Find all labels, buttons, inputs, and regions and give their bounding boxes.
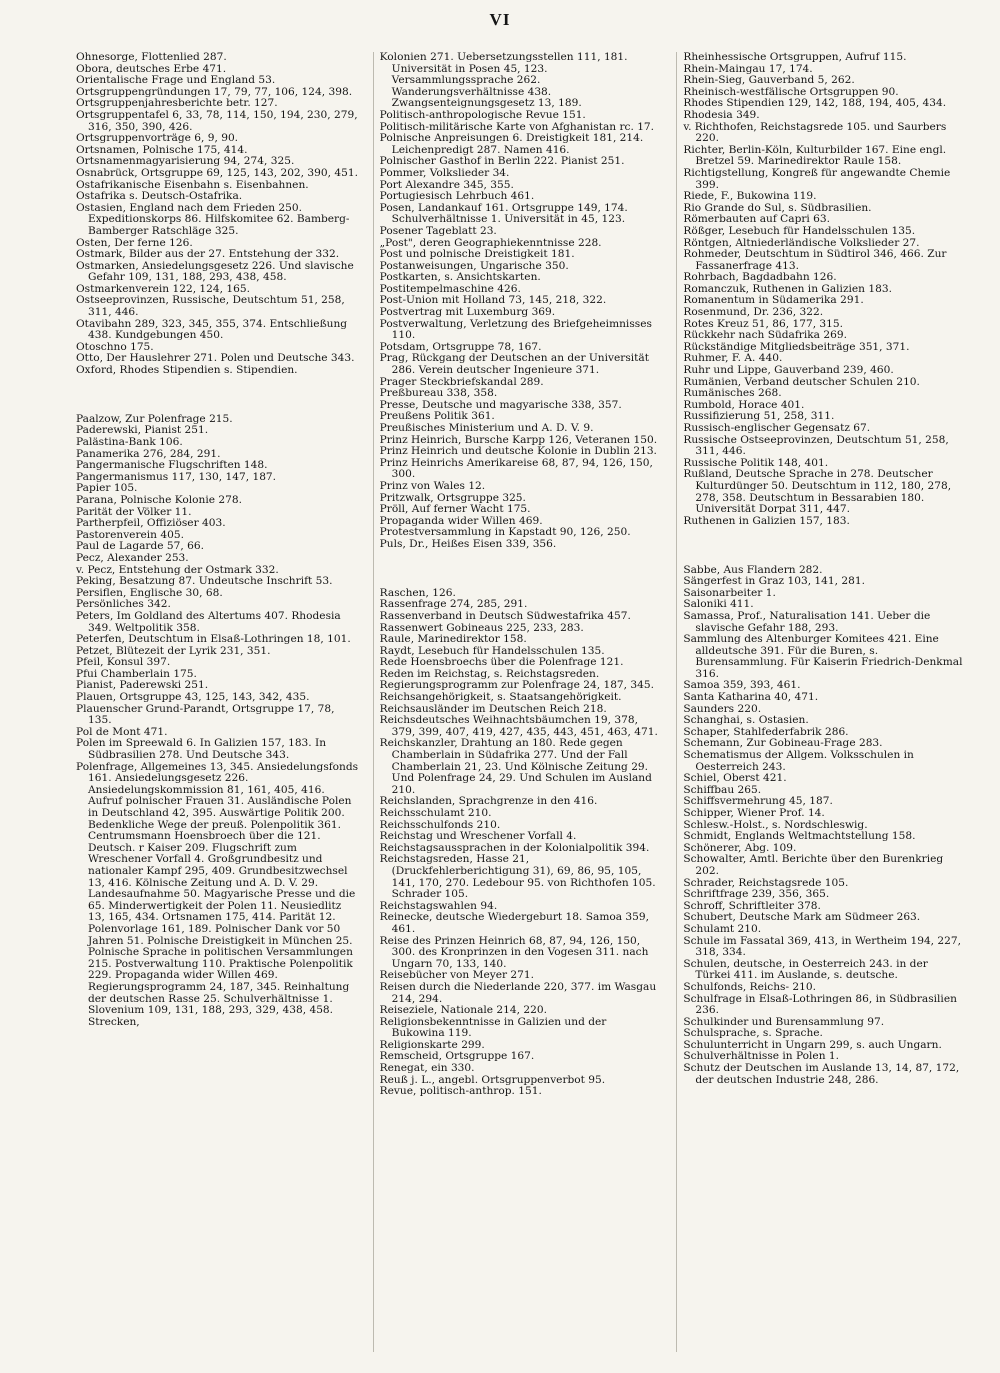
index-entry: Rückständige Mitgliedsbeiträge 351, 371. (683, 340, 910, 353)
index-entry: Schaper, Stahlfederfabrik 286. (683, 725, 849, 738)
index-entry: Schanghai, s. Ostasien. (683, 714, 809, 727)
index-entry: Polnische Anpreisungen 6. Dreistigkeit 181, 214. Leichenpredigt 287. Namen 416. (379, 132, 644, 156)
index-entry: Schiffsvermehrung 45, 187. (683, 795, 833, 808)
index-entry: Schiffbau 265. (683, 783, 762, 796)
index-entry: Pol de Mont 471. (76, 725, 168, 738)
index-entry: Rhodes Stipendien 129, 142, 188, 194, 405, 434. (683, 97, 947, 110)
index-entry: Richtigstellung, Kongreß für angewandte Chemie 399. (683, 166, 951, 191)
index-entry: Reiseziele, Nationale 214, 220. (379, 1004, 547, 1017)
index-entry: Schriftfrage 239, 356, 365. (683, 888, 830, 901)
index-entry: Postitempelmaschine 426. (379, 282, 521, 295)
index-entry: Ortsgruppenjahresberichte betr. 127. (76, 97, 278, 110)
index-entry: Reichslanden, Sprachgrenze in den 416. (379, 795, 598, 808)
index-entry: Pommer, Volkslieder 34. (379, 166, 510, 179)
index-entry: Romanczuk, Ruthenen in Galizien 183. (683, 282, 892, 295)
index-entry: Portugiesisch Lehrbuch 461. (379, 190, 535, 203)
index-entry: Regierungsprogramm zur Polenfrage 24, 187, 345. (379, 679, 654, 692)
index-entry: Schrader, Reichstagsrede 105. (683, 876, 849, 889)
index-entry: Reichskanzler, Drahtung an 180. Rede gegen Chamberlain in Südafrika 277. Und der Fall Chamberlain 21, 23. Und Kölnische Zeitung 29. Und Polenfrage 24, 29. Und Schulen im Ausland 210. (379, 737, 652, 796)
index-entry: Posen, Landankauf 161. Ortsgruppe 149, 174. Schulverhältnisse 1. Universität in 45, 123. (379, 201, 628, 226)
index-entry: Rhein-Sieg, Gauverband 5, 262. (683, 74, 855, 87)
index-entry: Plauenscher Grund-Parandt, Ortsgruppe 17, 78, 135. (76, 702, 335, 727)
index-entry: Reichsschulfonds 210. (379, 818, 501, 831)
index-entry: Papier 105. (76, 482, 138, 495)
index-entry: Paul de Lagarde 57, 66. (76, 540, 204, 553)
index-entry: Palästina-Bank 106. (76, 436, 183, 448)
index-entry: Oxford, Rhodes Stipendien s. Stipendien. (76, 364, 298, 377)
index-entry: Saloniki 411. (683, 598, 754, 611)
index-columns (76, 52, 966, 1352)
index-entry: Peterfen, Deutschtum in Elsaß-Lothringen 18, 101. (76, 633, 351, 646)
index-column-1 (76, 52, 359, 1352)
index-entry: Schematismus der Allgem. Volksschulen in Oesterreich 243. (683, 749, 914, 773)
index-entry: Posener Tageblatt 23. (379, 224, 497, 237)
index-entry: Osten, Der ferne 126. (76, 236, 193, 249)
index-entry: Persönliches 342. (76, 598, 171, 611)
index-entry: Saisonarbeiter 1. (683, 586, 776, 599)
index-entry: Röntgen, Altniederländische Volkslieder 27. (683, 236, 920, 249)
index-entry: Presse, Deutsche und magyarische 338, 357. (379, 398, 622, 411)
index-entry: Samassa, Prof., Naturalisation 141. Ueber die slavische Gefahr 188, 293. (683, 609, 931, 634)
index-entry: Rheinisch-westfälische Ortsgruppen 90. (683, 85, 899, 98)
index-entry: Paderewski, Pianist 251. (76, 424, 209, 437)
index-entry: Protestversammlung in Kapstadt 90, 126, 250. (379, 526, 631, 539)
index-entry: Preßbureau 338, 358. (379, 387, 498, 400)
index-entry: Rhodesia 349. (683, 108, 760, 121)
index-entry: Ostmark, Bilder aus der 27. Entstehung der 332. (76, 248, 340, 261)
index-entry: Romanentum in Südamerika 291. (683, 294, 864, 307)
index-entry: Reichsangehörigkeit, s. Staatsangehörigkeit. (379, 691, 622, 704)
index-entry: Postvertrag mit Luxemburg 369. (379, 306, 556, 319)
index-entry: Pritzwalk, Ortsgruppe 325. (379, 491, 526, 504)
index-entry: Religionskarte 299. (379, 1038, 485, 1051)
index-entry: Schlesw.-Holst., s. Nordschleswig. (683, 818, 868, 831)
index-entry: Paalzow, Zur Polenfrage 215. (76, 412, 233, 425)
index-entry: Pfeil, Konsul 397. (76, 656, 171, 669)
index-entry: Prinz Heinrichs Amerikareise 68, 87, 94, 126, 150, 300. (379, 456, 653, 481)
index-entry: Ortsgruppenvorträge 6, 9, 90. (76, 132, 239, 145)
index-entry: Pangermanische Flugschriften 148. (76, 459, 268, 472)
index-entry: Postkarten, s. Ansichtskarten. (379, 271, 541, 284)
index-entry: Reichstagsaussprachen in der Kolonialpolitik 394. (379, 841, 650, 854)
index-entry: Reichsausländer im Deutschen Reich 218. (379, 702, 607, 715)
index-entry: Reden im Reichstag, s. Reichstagsreden. (379, 667, 600, 680)
index-entry: Ostseeprovinzen, Russische, Deutschtum 51, 258, 311, 446. (76, 294, 345, 319)
index-entry: Potsdam, Ortsgruppe 78, 167. (379, 340, 542, 353)
index-entry: Rio Grande do Sul, s. Südbrasilien. (683, 201, 872, 214)
index-entry: Religionsbekenntnisse in Galizien und der Bukowina 119. (379, 1015, 607, 1040)
index-entry: Reichstag und Wreschener Vorfall 4. (379, 830, 577, 843)
index-entry: Russische Ostseeprovinzen, Deutschtum 51, 258, 311, 446. (683, 433, 949, 458)
index-entry: Schönerer, Abg. 109. (683, 841, 797, 854)
index-entry: Postverwaltung, Verletzung des Briefgeheimnisses 110. (379, 317, 652, 342)
index-entry: Petzet, Blütezeit der Lyrik 231, 351. (76, 644, 271, 657)
index-entry: „Post", deren Geographiekenntnisse 228. (379, 236, 602, 249)
index-entry: Raschen, 126. (379, 586, 456, 599)
index-entry: Sabbe, Aus Flandern 282. (683, 563, 823, 576)
page-number: VI (489, 10, 511, 29)
index-entry: Rohmeder, Deutschtum in Südtirol 346, 466. Zur Fassanerfrage 413. (683, 248, 947, 272)
index-entry: Politisch-anthropologische Revue 151. (379, 108, 586, 121)
index-entry: Römerbauten auf Capri 63. (683, 213, 831, 226)
index-entry: Pianist, Paderewski 251. (76, 679, 209, 692)
index-entry: Schemann, Zur Gobineau-Frage 283. (683, 737, 883, 750)
index-entry: Rößger, Lesebuch für Handelsschulen 135. (683, 224, 916, 237)
index-entry: Politisch-militärische Karte von Afghanistan rc. 17. (379, 120, 655, 133)
index-entry: Post und polnische Dreistigkeit 181. (379, 248, 575, 261)
index-entry: Rheinhessische Ortsgruppen, Aufruf 115. (683, 51, 907, 63)
index-entry: Otavibahn 289, 323, 345, 355, 374. Entschließung 438. Kundgebungen 450. (76, 317, 348, 342)
index-entry: Ohnesorge, Flottenlied 287. (76, 51, 227, 63)
index-entry: Orientalische Frage und England 53. (76, 74, 276, 87)
index-entry: v. Richthofen, Reichstagsrede 105. und Saurbers 220. (683, 120, 947, 145)
index-entry: v. Pecz, Entstehung der Ostmark 332. (76, 563, 279, 576)
index-entry: Reise des Prinzen Heinrich 68, 87, 94, 126, 150, 300. des Kronprinzen in den Vogesen 311. nach Ungarn 70, 133, 140. (379, 934, 649, 970)
index-entry: Ostasien, England nach dem Frieden 250. Expeditionskorps 86. Hilfskomitee 62. Bamberg-Bamberger Ratschläge 325. (76, 201, 350, 237)
index-entry: Sängerfest in Graz 103, 141, 281. (683, 575, 865, 588)
index-entry: Prinz Heinrich, Bursche Karpp 126, Veteranen 150. (379, 433, 658, 446)
index-entry: Russisch-englischer Gegensatz 67. (683, 422, 871, 434)
index-entry: Rußland, Deutsche Sprache in 278. Deutscher Kulturdünger 50. Deutschtum in 112, 180, 278, 278, 358. Deutschtum in Bessarabien 180. Universität Dorpat 311, 447. (683, 468, 952, 516)
index-entry: Reisebücher von Meyer 271. (379, 969, 535, 982)
index-entry: Rumänien, Verband deutscher Schulen 210. (683, 375, 920, 388)
index-entry: Reinecke, deutsche Wiedergeburt 18. Samoa 359, 461. (379, 911, 650, 935)
index-entry: Rotes Kreuz 51, 86, 177, 315. (683, 317, 844, 330)
index-entry: Ostafrika s. Deutsch-Ostafrika. (76, 190, 243, 203)
index-entry: Rosenmund, Dr. 236, 322. (683, 306, 824, 319)
index-entry: Postanweisungen, Ungarische 350. (379, 259, 569, 272)
index-entry: Rumänisches 268. (683, 387, 782, 400)
index-entry: Polen im Spreewald 6. In Galizien 157, 183. In Südbrasilien 278. Und Deutsche 343. (76, 737, 327, 762)
index-entry: Pröll, Auf ferner Wacht 175. (379, 503, 531, 516)
index-entry: Partherpfeil, Offiziöser 403. (76, 517, 226, 530)
index-entry: Peking, Besatzung 87. Undeutsche Inschrift 53. (76, 575, 333, 588)
index-entry: Kolonien 271. Uebersetzungsstellen 111, 181. Universität in Posen 45, 123. Versammlungssprache 262. Wanderungsverhältnisse 438. Zwangsenteignungsgesetz 13, 189. (379, 51, 628, 110)
index-column-3 (676, 52, 966, 1352)
index-entry: Schiel, Oberst 421. (683, 772, 787, 785)
index-entry: Schulverhältnisse in Polen 1. (683, 1050, 840, 1063)
index-entry: Ortsgruppentafel 6, 33, 78, 114, 150, 194, 230, 279, 316, 350, 390, 426. (76, 108, 358, 133)
index-entry: Rassenverband in Deutsch Südwestafrika 457. (379, 609, 631, 622)
index-entry: Rohrbach, Bagdadbahn 126. (683, 271, 837, 284)
index-entry: Rassenwert Gobineaus 225, 233, 283. (379, 621, 584, 634)
index-entry: Prag, Rückgang der Deutschen an der Universität 286. Verein deutscher Ingenieure 371. (379, 352, 649, 377)
index-entry: Renegat, ein 330. (379, 1062, 475, 1075)
index-entry: Pfui Chamberlain 175. (76, 667, 197, 680)
index-entry: Propaganda wider Willen 469. (379, 514, 543, 527)
index-entry: Santa Katharina 40, 471. (683, 691, 819, 704)
index-entry: Plauen, Ortsgruppe 43, 125, 143, 342, 435. (76, 691, 310, 704)
index-entry: Parana, Polnische Kolonie 278. (76, 493, 242, 506)
section-gap (76, 387, 359, 403)
index-entry: Port Alexandre 345, 355. (379, 178, 514, 191)
index-entry: Persiflen, Englische 30, 68. (76, 586, 223, 599)
index-entry: Ostafrikanische Eisenbahn s. Eisenbahnen. (76, 178, 309, 191)
index-entry: Pastorenverein 405. (76, 528, 184, 541)
index-entry: Revue, politisch-anthrop. 151. (379, 1085, 542, 1098)
index-entry: Ortsnamenmagyarisierung 94, 274, 325. (76, 155, 295, 168)
index-entry: Post-Union mit Holland 73, 145, 218, 322. (379, 294, 607, 307)
index-entry: Prinz Heinrich und deutsche Kolonie in Dublin 213. (379, 445, 657, 458)
index-entry: Peters, Im Goldland des Altertums 407. Rhodesia 349. Weltpolitik 358. (76, 609, 341, 634)
index-entry: Sammlung des Altenburger Komitees 421. Eine alldeutsche 391. Für die Buren, s. Burensammlung. Für Kaiserin Friedrich-Denkmal 316. (683, 633, 963, 680)
index-entry: Reuß j. L., angebl. Ortsgruppenverbot 95. (379, 1073, 606, 1086)
index-entry: Reisen durch die Niederlande 220, 377. im Wasgau 214, 294. (379, 980, 657, 1005)
index-entry: Rhein-Maingau 17, 174. (683, 62, 813, 75)
index-entry: Russifizierung 51, 258, 311. (683, 410, 835, 423)
index-entry: Prager Steckbriefskandal 289. (379, 375, 544, 388)
index-entry: Schulfrage in Elsaß-Lothringen 86, in Südbrasilien 236. (683, 992, 957, 1017)
section-gap (683, 538, 966, 554)
index-entry: Polenfrage, Allgemeines 13, 345. Ansiedelungsfonds 161. Ansiedelungsgesetz 226. Ansiedelungskommission 81, 161, 405, 416. Aufruf polnischer Frauen 31. Ausländische Polen in Deutschland 42, 395. Auswärtige Politik 200. Bedenkliche Wege der preuß. Polenpolitik 361. Centrumsmann Hoensbroech über die 121. Deutsch. r Kaiser 209. Flugschrift zum Wreschener Vorfall 4. Großgrundbesitz und nationaler Kampf 295, 409. Grundbesitzwechsel 13, 416. Kölnische Zeitung und A. D. V. 29. Landesaufnahme 50. Magyarische Presse und die 65. Minderwertigkeit der Polen 11. Neusiedlitz 13, 165, 434. Ortsnamen 175, 414. Parität 12. Polenvorlage 161, 189. Polnischer Dank vor 50 Jahren 51. Polnische Dreistigkeit in München 25. Polnische Sprache in politischen Versammlungen 215. Postverwaltung 110. Praktische Polenpolitik 229. Propaganda wider Willen 469. Regierungsprogramm 24, 187, 345. Reinhaltung der deutschen Rasse 25. Schulverhältnisse 1. Slovenium 109, 131, 188, 293, 329, 438, 458. Strecken, (76, 760, 359, 1028)
index-entry: Russische Politik 148, 401. (683, 456, 829, 469)
index-entry: Parität der Völker 11. (76, 505, 192, 518)
index-entry: Ostmarken, Ansiedelungsgesetz 226. Und slavische Gefahr 109, 131, 188, 293, 438, 458. (76, 259, 354, 284)
index-entry: Polnischer Gasthof in Berlin 222. Pianist 251. (379, 155, 625, 168)
index-entry: Otoschno 175. (76, 340, 154, 353)
index-entry: Schulunterricht in Ungarn 299, s. auch Ungarn. (683, 1038, 942, 1051)
index-entry: Panamerika 276, 284, 291. (76, 447, 221, 460)
index-entry: Richter, Berlin-Köln, Kulturbilder 167. Eine engl. Bretzel 59. Marinedirektor Raule 158. (683, 143, 947, 168)
index-entry: Schmidt, Englands Weltmachtstellung 158. (683, 830, 916, 843)
index-entry: Rückkehr nach Südafrika 269. (683, 329, 847, 342)
index-entry: Reichsdeutsches Weihnachtsbäumchen 19, 378, 379, 399, 407, 419, 427, 435, 443, 451, 463, 471. (379, 714, 658, 738)
index-entry: Schulsprache, s. Sprache. (683, 1027, 823, 1040)
index-entry: Rumbold, Horace 401. (683, 398, 805, 411)
index-entry: Rede Hoensbroechs über die Polenfrage 121. (379, 656, 624, 669)
index-entry: Schutz der Deutschen im Auslande 13, 14, 87, 172, der deutschen Industrie 248, 286. (683, 1062, 960, 1086)
index-entry: Raydt, Lesebuch für Handelsschulen 135. (379, 644, 605, 657)
index-entry: Pangermanismus 117, 130, 147, 187. (76, 470, 277, 483)
index-entry: Otto, Der Hauslehrer 271. Polen und Deutsche 343. (76, 352, 355, 365)
index-entry: Ruthenen in Galizien 157, 183. (683, 514, 850, 527)
index-entry: Puls, Dr., Heißes Eisen 339, 356. (379, 537, 557, 550)
index-entry: Ruhr und Lippe, Gauverband 239, 460. (683, 364, 894, 377)
index-entry: Reichsschulamt 210. (379, 807, 492, 819)
index-entry: Rassenfrage 274, 285, 291. (379, 598, 528, 611)
index-entry: Schipper, Wiener Prof. 14. (683, 807, 825, 819)
index-entry: Schowalter, Amtl. Berichte über den Burenkrieg 202. (683, 853, 944, 877)
index-entry: Preußisches Ministerium und A. D. V. 9. (379, 422, 594, 434)
index-column-2 (373, 52, 663, 1352)
index-entry: Schubert, Deutsche Mark am Südmeer 263. (683, 911, 921, 924)
index-entry: Prinz von Wales 12. (379, 479, 486, 492)
index-entry: Reichstagswahlen 94. (379, 899, 498, 912)
index-entry: Osnabrück, Ortsgruppe 69, 125, 143, 202, 390, 451. (76, 166, 358, 179)
index-entry: Ortsnamen, Polnische 175, 414. (76, 143, 248, 156)
index-entry: Obora, deutsches Erbe 471. (76, 62, 227, 75)
index-entry: Ruhmer, F. A. 440. (683, 352, 783, 365)
section-gap (380, 561, 663, 577)
index-entry: Ostmarkenverein 122, 124, 165. (76, 282, 250, 295)
index-entry: Riede, F., Bukowina 119. (683, 190, 817, 203)
index-entry: Schulfonds, Reichs- 210. (683, 980, 817, 993)
index-entry: Raule, Marinedirektor 158. (379, 633, 527, 646)
index-entry: Preußens Politik 361. (379, 410, 495, 423)
index-entry: Schroff, Schriftleiter 378. (683, 899, 821, 912)
index-entry: Schule im Fassatal 369, 413, in Wertheim 194, 227, 318, 334. (683, 934, 962, 959)
index-entry: Ortsgruppengründungen 17, 79, 77, 106, 124, 398. (76, 85, 353, 98)
index-entry: Schulkinder und Burensammlung 97. (683, 1015, 885, 1028)
index-entry: Remscheid, Ortsgruppe 167. (379, 1050, 535, 1063)
index-entry: Samoa 359, 393, 461. (683, 679, 801, 692)
index-entry: Schulamt 210. (683, 922, 762, 935)
index-entry: Saunders 220. (683, 702, 762, 715)
index-entry: Schulen, deutsche, in Oesterreich 243. in der Türkei 411. im Auslande, s. deutsche. (683, 957, 928, 982)
index-entry: Reichstagsreden, Hasse 21, (Druckfehlerberichtigung 31), 69, 86, 95, 105, 141, 170, 270. Ledebour 95. von Richthofen 105. Schrader 105. (379, 853, 656, 901)
index-entry: Pecz, Alexander 253. (76, 551, 189, 564)
